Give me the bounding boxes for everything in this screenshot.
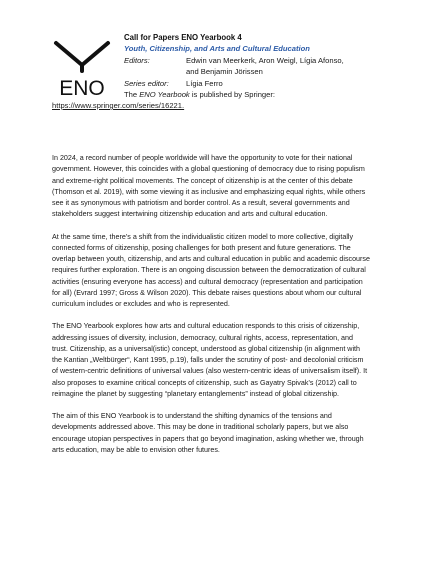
editors-label: Editors: [124,55,150,65]
eno-logo [52,35,112,105]
eno-logo-mark-icon [52,35,112,105]
paragraph-1: In 2024, a record number of people worldwide will have the opportunity to vote for their national government. However, this coincides with a global questioning of democracy due to rising populism and extreme-right political movements. The concept of citizenship is at the center of this debate (Thomson et al. 2019), with some viewing it as inclusive and emphasizing equal rights, while others see it as synonymous with patriotism and border control. As a result, several governments and stakeholders suggest intertwining citizenship education and arts and cultural education. [52,154,366,219]
header-block [124,32,414,100]
springer-link[interactable]: https://www.springer.com/series/16221 [52,101,182,110]
paragraph-4: The aim of this ENO Yearbook is to understand the shifting dynamics of the tensions and developments addressed above. This may be done in traditional scholarly papers, but we also encourage utopian perspectives in papers that go beyond imagination, asking whether we, through arts education, may be able to envision other futures. [52,412,364,454]
series-editor-row [124,78,414,89]
publisher-line [124,89,414,100]
publisher-prefix: The [124,90,140,100]
yearbook-subtitle: Youth, Citizenship, and Arts and Cultural Education [124,44,310,54]
editors-line-1: Edwin van Meerkerk, Aron Weigl, Lígia Afonso, [186,55,344,65]
paragraph-2: At the same time, there’s a shift from the individualistic citizen model to more collective, digitally connected forms of citizenship, posing challenges for both present and future generations. The overlap between youth, citizenship, and arts and cultural education in public and academic discourse requires further exploration. There is an ongoing discussion between the democratization of cultural activities (ensuring everyone has access) and cultural democracy (representation and participation for all) (Evrard 1997; Gross & Wilson 2020). This debate raises questions about whom our cultural curriculum includes or excludes and who is represented. [52,232,370,308]
editors-line-2: and Benjamin Jörissen [186,67,263,77]
logo-text: ENO [59,77,105,100]
editors-row [124,55,414,66]
call-title: Call for Papers ENO Yearbook 4 [124,33,242,42]
body-text [52,153,370,456]
publisher-suffix: is published by Springer: [189,90,276,100]
paragraph-3: The ENO Yearbook explores how arts and cultural education responds to this crisis of citizenship, addressing issues of diversity, inclusion, democracy, cultural rights, access, representation, and trust. Citizenship, as a universal(istic) concept, understood as global citizenship (in alignment with the Kantian „Weltbürger“, Kant 1995, p.19), falls under the scrutiny of post- and decolonial criticism of western-centric definitions of universal values (also western-centric ideas of universalism itself). It also proposes to examine critical concepts of citizenship, such as Gayatry Spivak’s (2012) call to reimagine the planet by suggesting “planetary entanglements” instead of global citizenship. [52,322,368,398]
publisher-italic-title: ENO Yearbook [139,90,190,100]
link-period: . [182,101,185,110]
series-editor-label: Series editor: [124,78,169,88]
series-editor-name: Lígia Ferro [186,78,223,88]
springer-link-line [52,100,184,111]
